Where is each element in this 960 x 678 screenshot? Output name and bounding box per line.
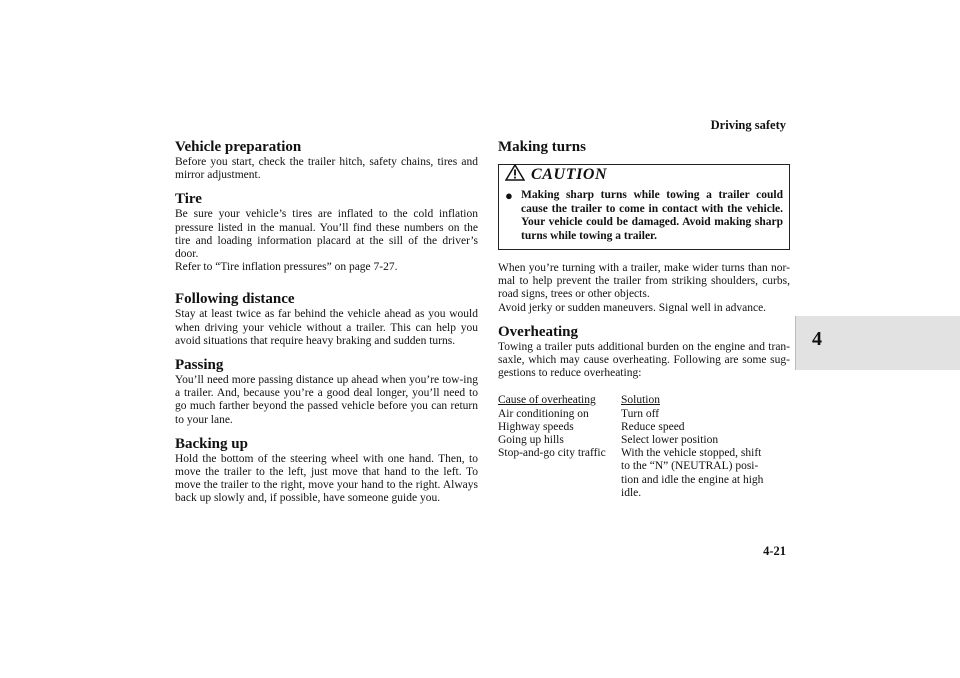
tire-reference: Refer to “Tire inflation pressures” on page 7-27. bbox=[175, 261, 398, 274]
making-turns-heading: Making turns bbox=[498, 139, 586, 155]
table-cell-cause: Air conditioning on bbox=[498, 407, 589, 420]
caution-title: CAUTION bbox=[531, 166, 608, 183]
vehicle-preparation-heading: Vehicle preparation bbox=[175, 139, 302, 155]
chapter-tab bbox=[795, 316, 960, 370]
table-row bbox=[498, 408, 771, 421]
overheating-heading: Overheating bbox=[498, 323, 578, 340]
table-row bbox=[498, 434, 771, 447]
caution-item bbox=[505, 189, 783, 243]
right-column bbox=[498, 138, 790, 500]
vehicle-preparation-text: Before you start, check the trailer hitch, safety chains, tires and mirror adjustment. bbox=[175, 156, 478, 182]
table-cell-solution: Select lower position bbox=[621, 434, 719, 447]
running-header: Driving safety bbox=[710, 118, 786, 132]
making-turns-text: When you’re turning with a trailer, make wider turns than nor-mal to help prevent the trailer from striking shoulders, curbs, road signs, trees or other objects. bbox=[498, 262, 790, 301]
tire-text: Be sure your vehicle’s tires are inflated to the cold inflation pressure listed in the manual. You’ll find these numbers on the tire and loading information placard at the sill of the driver’s door. bbox=[175, 208, 478, 261]
warning-triangle-icon bbox=[505, 164, 531, 186]
tire-heading: Tire bbox=[175, 191, 202, 208]
backing-up-heading: Backing up bbox=[175, 435, 248, 452]
left-column bbox=[175, 138, 478, 506]
passing-heading: Passing bbox=[175, 357, 224, 374]
table-row bbox=[498, 421, 771, 434]
overheating-table bbox=[498, 394, 771, 500]
caution-header bbox=[505, 165, 783, 185]
making-turns-text-2: Avoid jerky or sudden maneuvers. Signal well in advance. bbox=[498, 301, 767, 314]
overheating-text: Towing a trailer puts additional burden on the engine and tran-saxle, which may cause overheating. Following are some sug-gestions to reduce overheating: bbox=[498, 340, 790, 380]
table-cell-cause: Stop-and-go city traffic bbox=[498, 447, 606, 460]
following-distance-text: Stay at least twice as far behind the vehicle ahead as you would when driving your vehicle without a trailer. This can help you avoid situations that require heavy braking and sudden turns. bbox=[175, 308, 478, 347]
table-row bbox=[498, 447, 771, 500]
table-header-row bbox=[498, 394, 771, 407]
backing-up-text: Hold the bottom of the steering wheel with one hand. Then, to move the trailer to the left, just move that hand to the left. To move the trailer to the right, move your hand to the right. Always back up slowly and, if possible, have someone guide you. bbox=[175, 452, 478, 505]
table-cell-cause: Highway speeds bbox=[498, 420, 574, 433]
table-cell-solution: Reduce speed bbox=[621, 420, 685, 433]
caution-text: Making sharp turns while towing a trailer could cause the trailer to come in contact with the vehicle. Your vehicle could be damaged. Avoid making sharp turns while towing a trailer. bbox=[521, 189, 783, 242]
table-cell-solution: With the vehicle stopped, shift to the “N” (NEUTRAL) posi-tion and idle the engine at high idle. bbox=[621, 447, 764, 499]
passing-text: You’ll need more passing distance up ahead when you’re tow-ing a trailer. And, because you’re a good deal longer, you’ll need to go much farther beyond the passed vehicle before you can return to your lane. bbox=[175, 374, 478, 426]
table-header-cause: Cause of overheating bbox=[498, 394, 596, 407]
following-distance-heading: Following distance bbox=[175, 291, 295, 308]
table-header-solution: Solution bbox=[621, 394, 660, 407]
bullet-icon: ● bbox=[505, 188, 513, 203]
caution-box bbox=[498, 164, 790, 250]
page-number: 4-21 bbox=[763, 544, 786, 558]
chapter-number: 4 bbox=[812, 328, 822, 350]
table-cell-cause: Going up hills bbox=[498, 434, 564, 447]
table-cell-solution: Turn off bbox=[621, 407, 660, 420]
